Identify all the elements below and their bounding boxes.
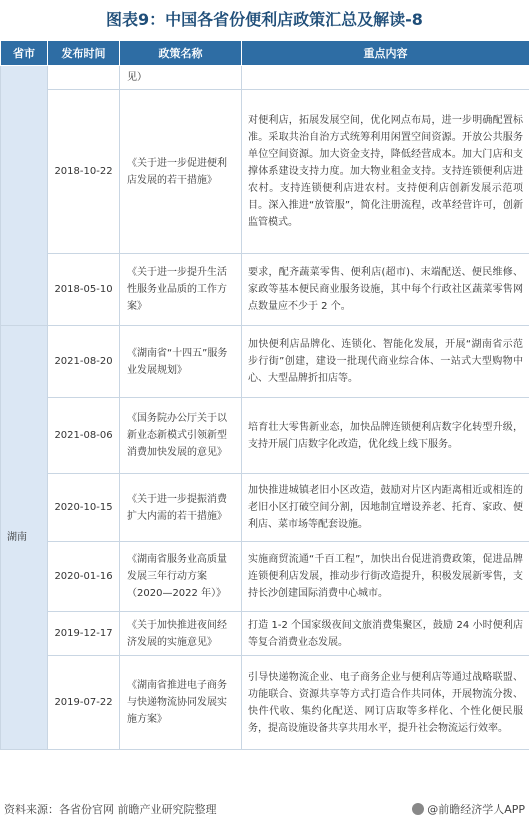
table-row: [1, 90, 529, 254]
header-date: 发布时间: [48, 41, 120, 66]
policy-cell: 见）: [120, 66, 242, 90]
date-cell: 2021-08-20: [48, 326, 120, 398]
policy-cell: 《湖南省“十四五”服务业发展规划》: [120, 326, 242, 398]
province-cell: 湖南: [1, 326, 48, 750]
content-cell: 要求，配齐蔬菜零售、便利店(超市)、末端配送、便民维修、家政等基本便民商业服务设施，其中每个行政社区蔬菜零售网点数量应不少于 2 个。: [242, 254, 529, 326]
date-cell: [48, 66, 120, 90]
date-cell: 2020-01-16: [48, 542, 120, 612]
date-cell: 2019-07-22: [48, 656, 120, 750]
content-cell: 引导快递物流企业、电子商务企业与便利店等通过战略联盟、功能联合、资源共享等方式打造合作共同体，开展物流分拨、快件代收、集约化配送、网订店取等多样化、个性化便民服务，提高设施设备共享共用水平，提升社会物流运行效率。: [242, 656, 529, 750]
content-cell: 打造 1-2 个国家级夜间文旅消费集聚区，鼓励 24 小时便利店等复合消费业态发展。: [242, 612, 529, 656]
policy-table: [0, 40, 529, 750]
table-row: [1, 612, 529, 656]
table-row: [1, 254, 529, 326]
policy-cell: 《湖南省服务业高质量发展三年行动方案（2020—2022 年）》: [120, 542, 242, 612]
source-note: 资料来源：各省份官网 前瞻产业研究院整理: [4, 803, 217, 816]
source-footer: [0, 795, 529, 821]
policy-cell: 《关于进一步提振消费扩大内需的若干措施》: [120, 474, 242, 542]
app-logo-icon: [412, 803, 424, 815]
content-cell: 对便利店，拓展发展空间，优化网点布局，进一步明确配置标准。采取共治自治方式统筹利用闲置空间资源。开放公共服务单位空间资源。加大资金支持，降低经营成本。加大门店和支撑体系建设支持力度。加大物业租金支持。支持连锁便利店进农村。支持连锁便利店进农村。支持便利店创新发展示范项目。深入推进“放管服”，简化注册流程，改革经营许可，创新监管模式。: [242, 90, 529, 254]
header-policy-name: 政策名称: [120, 41, 242, 66]
chart-title: 图表9：中国各省份便利店政策汇总及解读-8: [106, 10, 423, 29]
date-cell: 2020-10-15: [48, 474, 120, 542]
province-cell-upper: [1, 66, 48, 326]
table-row: [1, 326, 529, 398]
policy-cell: 《湖南省推进电子商务与快递物流协同发展实施方案》: [120, 656, 242, 750]
table-row: [1, 66, 529, 90]
content-cell: 加快推进城镇老旧小区改造，鼓励对片区内距离相近或相连的老旧小区打破空间分割，因地制宜增设养老、托育、家政、便利店、菜市场等配套设施。: [242, 474, 529, 542]
policy-cell: 《关于加快推进夜间经济发展的实施意见》: [120, 612, 242, 656]
table-row: [1, 656, 529, 750]
policy-cell: 《关于进一步促进便利店发展的若干措施》: [120, 90, 242, 254]
content-cell: 培育壮大零售新业态，加快品牌连锁便利店数字化转型升级，支持开展门店数字化改造，优化线上线下服务。: [242, 398, 529, 474]
date-cell: 2018-05-10: [48, 254, 120, 326]
header-key-content: 重点内容: [242, 41, 529, 66]
content-cell: 实施商贸流通“千百工程”，加快出台促进消费政策，促进品牌连锁便利店发展，推动步行街改造提升，积极发展新零售，支持长沙创建国际消费中心城市。: [242, 542, 529, 612]
table-header-row: [1, 41, 529, 66]
date-cell: 2019-12-17: [48, 612, 120, 656]
table-row: [1, 474, 529, 542]
table-row: [1, 542, 529, 612]
content-cell: [242, 66, 529, 90]
table-row: [1, 398, 529, 474]
date-cell: 2018-10-22: [48, 90, 120, 254]
content-cell: 加快便利店品牌化、连锁化、智能化发展，开展“湖南省示范步行街”创建，建设一批现代商业综合体、一站式大型购物中心、大型品牌折扣店等。: [242, 326, 529, 398]
header-province: 省市: [1, 41, 48, 66]
app-credit: [412, 801, 525, 817]
date-cell: 2021-08-06: [48, 398, 120, 474]
policy-cell: 《国务院办公厅关于以新业态新模式引领新型消费加快发展的意见》: [120, 398, 242, 474]
app-credit-label: @前瞻经济学人APP: [427, 803, 525, 816]
policy-cell: 《关于进一步提升生活性服务业品质的工作方案》: [120, 254, 242, 326]
